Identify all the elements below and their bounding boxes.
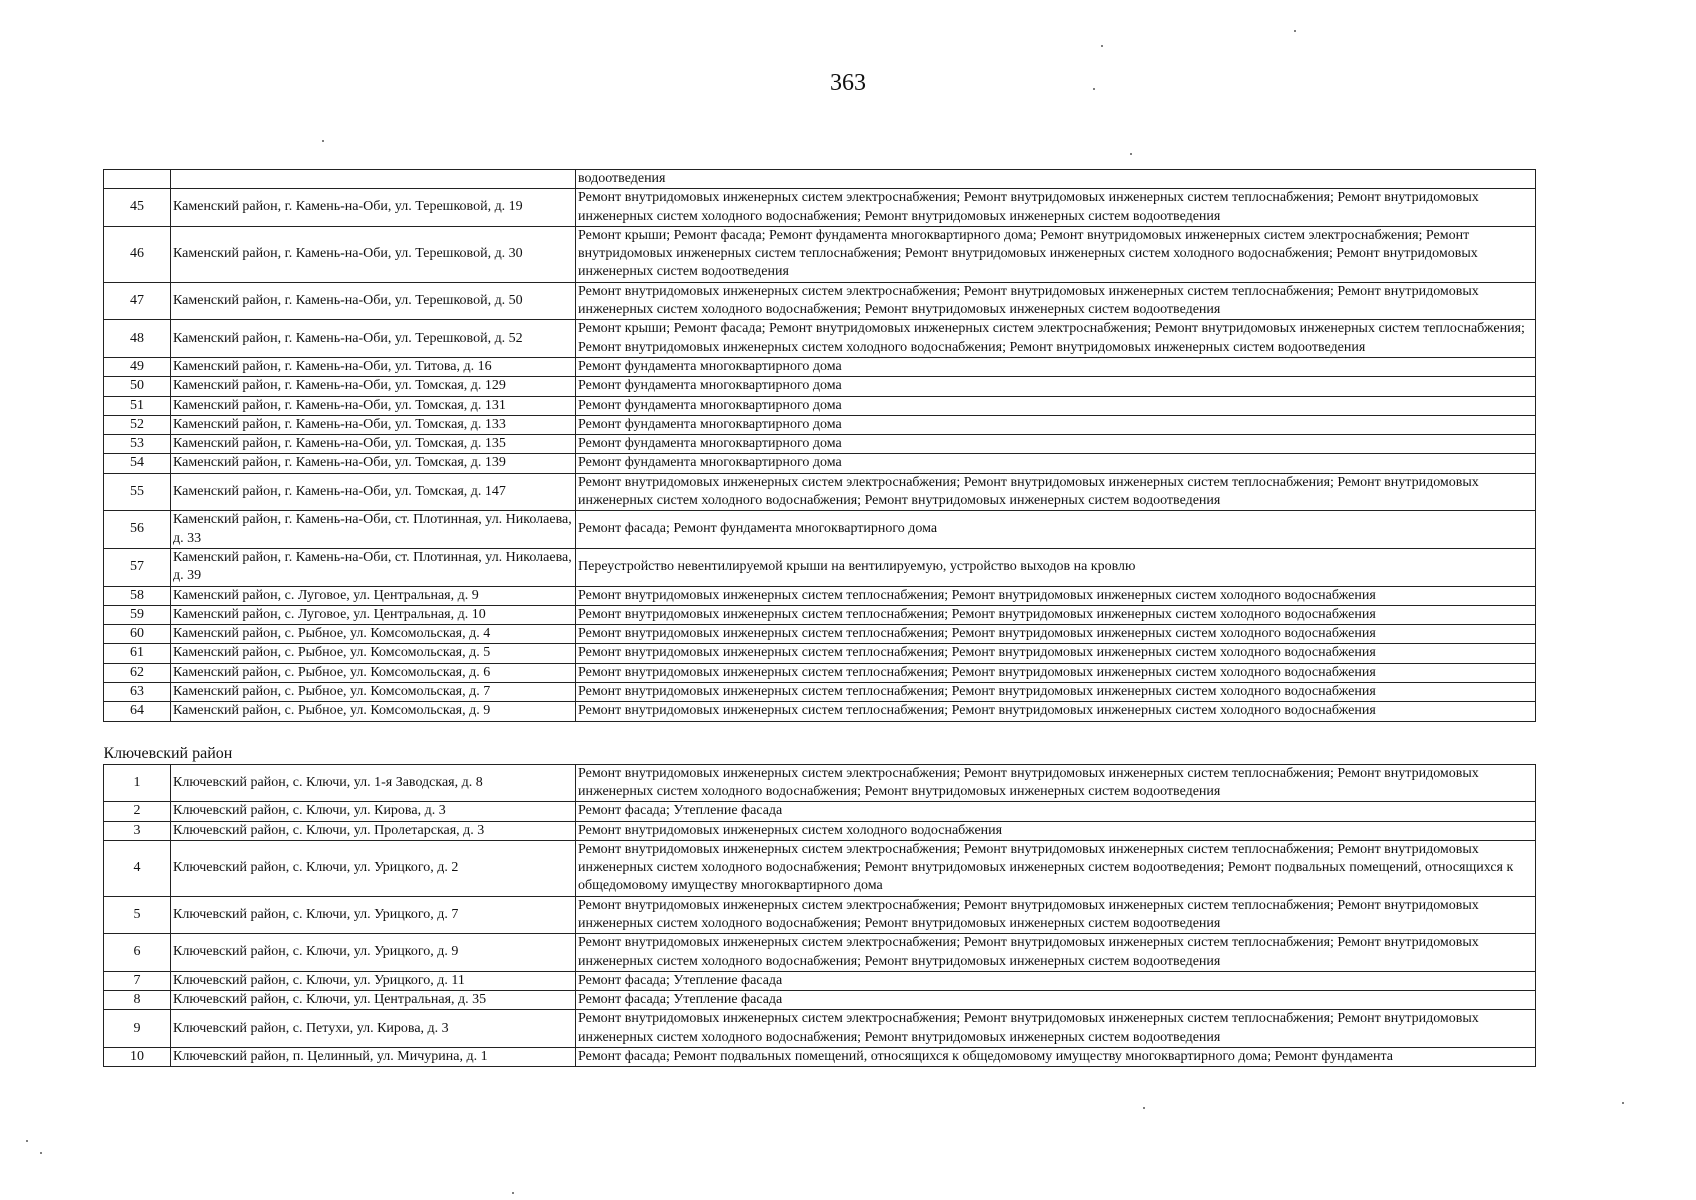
row-number: 8 (104, 991, 171, 1010)
table-row (104, 282, 1536, 320)
page-number: 363 (830, 70, 866, 96)
table-row (104, 548, 1536, 586)
row-works: Ремонт внутридомовых инженерных систем теплоснабжения; Ремонт внутридомовых инженерных систем холодного водоснабжения (576, 625, 1536, 644)
table-row (104, 435, 1536, 454)
table-row (104, 764, 1536, 802)
row-address: Каменский район, с. Рыбное, ул. Комсомольская, д. 6 (171, 663, 576, 682)
row-works: Переустройство невентилируемой крыши на вентилируемую, устройство выходов на кровлю (576, 548, 1536, 586)
scan-speck (26, 1140, 28, 1142)
row-number: 54 (104, 454, 171, 473)
row-number: 49 (104, 357, 171, 376)
row-works: Ремонт внутридомовых инженерных систем электроснабжения; Ремонт внутридомовых инженерных систем теплоснабжения; Ремонт внутридомовых инженерных систем холодного водоснабжения; Ремонт внутридомовых инженерных систем водоотведения (576, 473, 1536, 511)
row-number: 9 (104, 1010, 171, 1048)
table-row (104, 396, 1536, 415)
table-row (104, 625, 1536, 644)
row-number: 7 (104, 971, 171, 990)
table-row (104, 991, 1536, 1010)
table-row (104, 454, 1536, 473)
row-address: Ключевский район, с. Ключи, ул. Кирова, д. 3 (171, 802, 576, 821)
row-works: Ремонт фасада; Утепление фасада (576, 991, 1536, 1010)
row-number: 6 (104, 934, 171, 972)
row-number: 10 (104, 1048, 171, 1067)
scan-speck (1101, 45, 1103, 47)
row-address: Каменский район, с. Луговое, ул. Центральная, д. 10 (171, 605, 576, 624)
row-works: Ремонт фундамента многоквартирного дома (576, 415, 1536, 434)
row-number: 3 (104, 821, 171, 840)
row-works: Ремонт внутридомовых инженерных систем теплоснабжения; Ремонт внутридомовых инженерных систем холодного водоснабжения (576, 683, 1536, 702)
row-works: Ремонт крыши; Ремонт фасада; Ремонт фундамента многоквартирного дома; Ремонт внутридомовых инженерных систем электроснабжения; Ремонт внутридомовых инженерных систем теплоснабжения; Ремонт внутридомовых инженерных систем холодного водоснабжения; Ремонт внутридомовых инженерных систем водоотведения (576, 226, 1536, 282)
row-number: 53 (104, 435, 171, 454)
table-row (104, 644, 1536, 663)
row-number: 4 (104, 840, 171, 896)
row-address: Каменский район, г. Камень-на-Оби, ул. Томская, д. 133 (171, 415, 576, 434)
row-number: 48 (104, 320, 171, 358)
row-address: Каменский район, с. Луговое, ул. Центральная, д. 9 (171, 586, 576, 605)
table-row (104, 1010, 1536, 1048)
section-separator (104, 721, 1536, 764)
row-number: 60 (104, 625, 171, 644)
row-address: Каменский район, г. Камень-на-Оби, ул. Титова, д. 16 (171, 357, 576, 376)
row-address: Каменский район, г. Камень-на-Оби, ст. Плотинная, ул. Николаева, д. 33 (171, 511, 576, 549)
table-row (104, 971, 1536, 990)
row-address: Ключевский район, с. Ключи, ул. Урицкого, д. 2 (171, 840, 576, 896)
table-row (104, 189, 1536, 227)
row-works: Ремонт внутридомовых инженерных систем теплоснабжения; Ремонт внутридомовых инженерных систем холодного водоснабжения (576, 586, 1536, 605)
row-number: 55 (104, 473, 171, 511)
row-works: Ремонт фасада; Утепление фасада (576, 971, 1536, 990)
repair-register-table (103, 169, 1536, 1067)
row-works: Ремонт фасада; Утепление фасада (576, 802, 1536, 821)
row-works: Ремонт внутридомовых инженерных систем теплоснабжения; Ремонт внутридомовых инженерных систем холодного водоснабжения (576, 605, 1536, 624)
row-number: 47 (104, 282, 171, 320)
row-address: Каменский район, г. Камень-на-Оби, ст. Плотинная, ул. Николаева, д. 39 (171, 548, 576, 586)
scan-speck (512, 1192, 514, 1194)
row-number: 57 (104, 548, 171, 586)
row-address: Ключевский район, с. Ключи, ул. Пролетарская, д. 3 (171, 821, 576, 840)
table-row (104, 605, 1536, 624)
row-number: 56 (104, 511, 171, 549)
row-number: 45 (104, 189, 171, 227)
row-works: Ремонт крыши; Ремонт фасада; Ремонт внутридомовых инженерных систем электроснабжения; Ремонт внутридомовых инженерных систем теплоснабжения; Ремонт внутридомовых инженерных систем холодного водоснабжения; Ремонт внутридомовых инженерных систем водоотведения (576, 320, 1536, 358)
table-row (104, 377, 1536, 396)
row-address: Ключевский район, с. Ключи, ул. Центральная, д. 35 (171, 991, 576, 1010)
row-address: Каменский район, г. Камень-на-Оби, ул. Терешковой, д. 30 (171, 226, 576, 282)
scan-speck (1093, 88, 1095, 90)
row-address: Каменский район, с. Рыбное, ул. Комсомольская, д. 4 (171, 625, 576, 644)
section-title: Ключевский район (104, 742, 1536, 765)
row-works: Ремонт внутридомовых инженерных систем электроснабжения; Ремонт внутридомовых инженерных систем теплоснабжения; Ремонт внутридомовых инженерных систем холодного водоснабжения; Ремонт внутридомовых инженерных систем водоотведения; Ремонт подвальных помещений, относящихся к общедомовому имуществу многоквартирного дома (576, 840, 1536, 896)
scan-speck (1143, 1107, 1145, 1109)
row-address (171, 170, 576, 189)
table-row (104, 586, 1536, 605)
table-row (104, 840, 1536, 896)
table-row (104, 226, 1536, 282)
row-number: 58 (104, 586, 171, 605)
row-number: 1 (104, 764, 171, 802)
klyuchevsky-rows (104, 764, 1536, 1067)
row-works: Ремонт внутридомовых инженерных систем теплоснабжения; Ремонт внутридомовых инженерных систем холодного водоснабжения (576, 644, 1536, 663)
table-row (104, 473, 1536, 511)
row-works: Ремонт внутридомовых инженерных систем теплоснабжения; Ремонт внутридомовых инженерных систем холодного водоснабжения (576, 702, 1536, 721)
row-address: Ключевский район, с. Ключи, ул. 1-я Заводская, д. 8 (171, 764, 576, 802)
row-works: Ремонт фундамента многоквартирного дома (576, 377, 1536, 396)
row-address: Ключевский район, с. Петухи, ул. Кирова, д. 3 (171, 1010, 576, 1048)
row-number: 5 (104, 896, 171, 934)
row-address: Каменский район, с. Рыбное, ул. Комсомольская, д. 7 (171, 683, 576, 702)
row-number: 59 (104, 605, 171, 624)
row-works: Ремонт фасада; Ремонт фундамента многоквартирного дома (576, 511, 1536, 549)
table-row (104, 511, 1536, 549)
row-address: Каменский район, г. Камень-на-Оби, ул. Томская, д. 139 (171, 454, 576, 473)
row-works: Ремонт фасада; Ремонт подвальных помещений, относящихся к общедомовому имуществу многоквартирного дома; Ремонт фундамента (576, 1048, 1536, 1067)
row-address: Ключевский район, с. Ключи, ул. Урицкого, д. 9 (171, 934, 576, 972)
table-row (104, 1048, 1536, 1067)
table-row (104, 702, 1536, 721)
row-works: Ремонт внутридомовых инженерных систем теплоснабжения; Ремонт внутридомовых инженерных систем холодного водоснабжения (576, 663, 1536, 682)
row-address: Ключевский район, с. Ключи, ул. Урицкого, д. 7 (171, 896, 576, 934)
row-address: Каменский район, г. Камень-на-Оби, ул. Терешковой, д. 19 (171, 189, 576, 227)
row-number (104, 170, 171, 189)
blank-row (104, 721, 1536, 742)
table-row (104, 821, 1536, 840)
scan-speck (322, 140, 324, 142)
row-works: Ремонт фундамента многоквартирного дома (576, 396, 1536, 415)
row-number: 62 (104, 663, 171, 682)
row-works: Ремонт внутридомовых инженерных систем электроснабжения; Ремонт внутридомовых инженерных систем теплоснабжения; Ремонт внутридомовых инженерных систем холодного водоснабжения; Ремонт внутридомовых инженерных систем водоотведения (576, 282, 1536, 320)
table-row (104, 320, 1536, 358)
scan-speck (1130, 153, 1132, 155)
row-number: 50 (104, 377, 171, 396)
row-address: Ключевский район, с. Ключи, ул. Урицкого, д. 11 (171, 971, 576, 990)
scan-speck (1294, 30, 1296, 32)
table-row (104, 896, 1536, 934)
table-row (104, 415, 1536, 434)
table-row (104, 663, 1536, 682)
row-address: Каменский район, г. Камень-на-Оби, ул. Томская, д. 131 (171, 396, 576, 415)
row-number: 63 (104, 683, 171, 702)
row-works: Ремонт внутридомовых инженерных систем электроснабжения; Ремонт внутридомовых инженерных систем теплоснабжения; Ремонт внутридомовых инженерных систем холодного водоснабжения; Ремонт внутридомовых инженерных систем водоотведения (576, 1010, 1536, 1048)
row-number: 64 (104, 702, 171, 721)
row-works: Ремонт внутридомовых инженерных систем электроснабжения; Ремонт внутридомовых инженерных систем теплоснабжения; Ремонт внутридомовых инженерных систем холодного водоснабжения; Ремонт внутридомовых инженерных систем водоотведения (576, 189, 1536, 227)
row-address: Каменский район, г. Камень-на-Оби, ул. Томская, д. 147 (171, 473, 576, 511)
table-row (104, 357, 1536, 376)
row-number: 2 (104, 802, 171, 821)
row-number: 52 (104, 415, 171, 434)
kamensky-rows (104, 170, 1536, 722)
row-works: Ремонт фундамента многоквартирного дома (576, 435, 1536, 454)
row-works: Ремонт фундамента многоквартирного дома (576, 454, 1536, 473)
row-address: Каменский район, г. Камень-на-Оби, ул. Томская, д. 135 (171, 435, 576, 454)
table-row (104, 683, 1536, 702)
row-works: Ремонт внутридомовых инженерных систем электроснабжения; Ремонт внутридомовых инженерных систем теплоснабжения; Ремонт внутридомовых инженерных систем холодного водоснабжения; Ремонт внутридомовых инженерных систем водоотведения (576, 896, 1536, 934)
row-works: Ремонт внутридомовых инженерных систем электроснабжения; Ремонт внутридомовых инженерных систем теплоснабжения; Ремонт внутридомовых инженерных систем холодного водоснабжения; Ремонт внутридомовых инженерных систем водоотведения (576, 764, 1536, 802)
row-address: Каменский район, с. Рыбное, ул. Комсомольская, д. 9 (171, 702, 576, 721)
row-works: Ремонт внутридомовых инженерных систем холодного водоснабжения (576, 821, 1536, 840)
row-number: 51 (104, 396, 171, 415)
table-row (104, 170, 1536, 189)
section-heading-row (104, 742, 1536, 765)
row-number: 46 (104, 226, 171, 282)
table-row (104, 934, 1536, 972)
row-address: Каменский район, г. Камень-на-Оби, ул. Томская, д. 129 (171, 377, 576, 396)
row-works: водоотведения (576, 170, 1536, 189)
row-works: Ремонт фундамента многоквартирного дома (576, 357, 1536, 376)
scan-speck (40, 1152, 42, 1154)
row-address: Ключевский район, п. Целинный, ул. Мичурина, д. 1 (171, 1048, 576, 1067)
row-address: Каменский район, г. Камень-на-Оби, ул. Терешковой, д. 52 (171, 320, 576, 358)
row-number: 61 (104, 644, 171, 663)
row-address: Каменский район, с. Рыбное, ул. Комсомольская, д. 5 (171, 644, 576, 663)
scan-speck (1622, 1102, 1624, 1104)
table-row (104, 802, 1536, 821)
row-works: Ремонт внутридомовых инженерных систем электроснабжения; Ремонт внутридомовых инженерных систем теплоснабжения; Ремонт внутридомовых инженерных систем холодного водоснабжения; Ремонт внутридомовых инженерных систем водоотведения (576, 934, 1536, 972)
row-address: Каменский район, г. Камень-на-Оби, ул. Терешковой, д. 50 (171, 282, 576, 320)
